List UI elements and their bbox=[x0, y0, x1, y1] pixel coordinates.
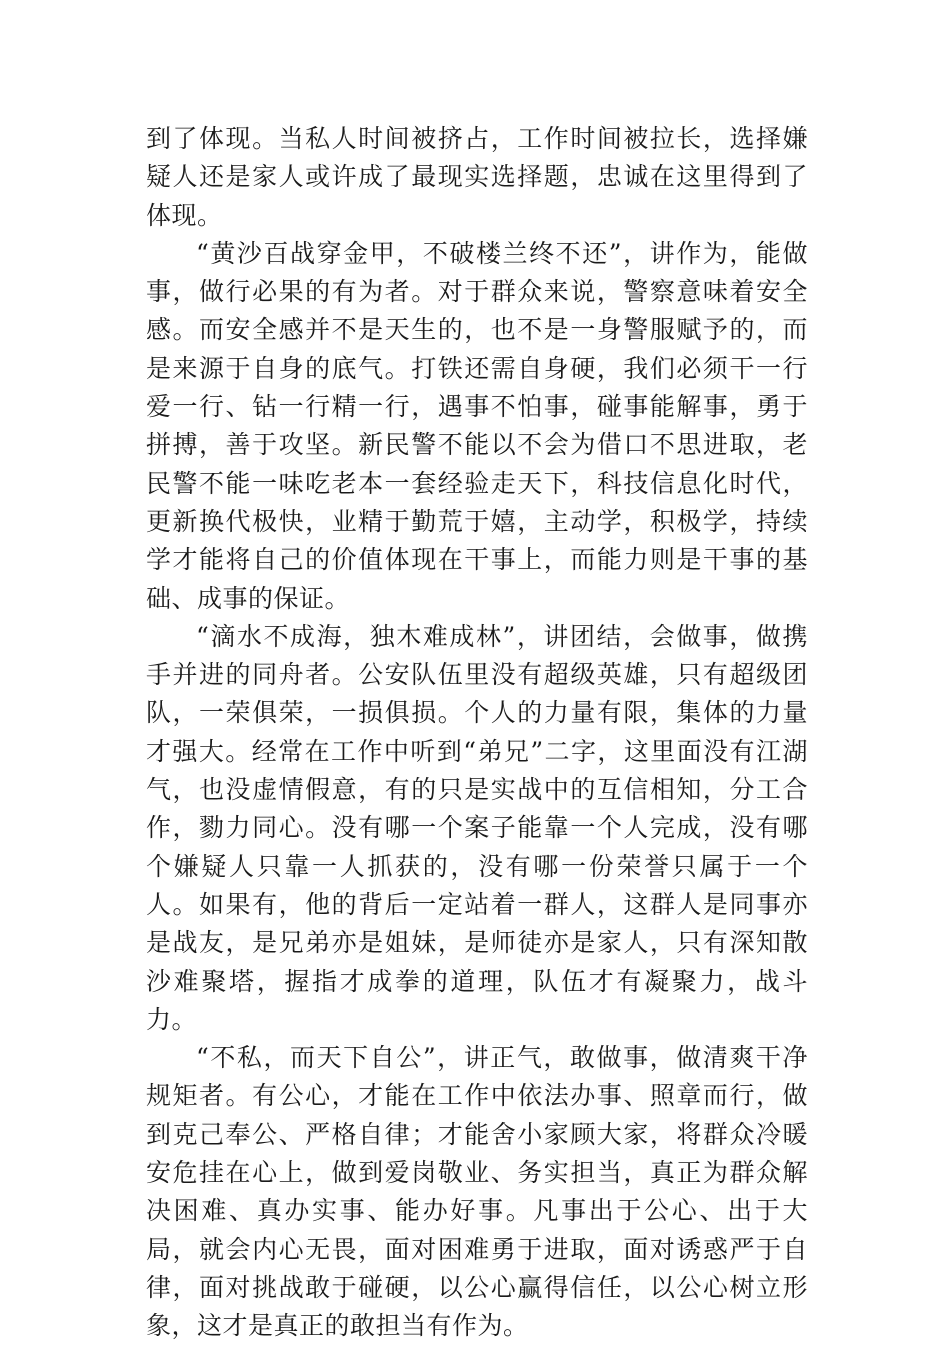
paragraph-continuation: 到了体现。当私人时间被挤占，工作时间被拉长，选择嫌疑人还是家人或许成了最现实选择题，忠诚在这里得到了体现。 bbox=[146, 124, 808, 230]
paragraph-action: “黄沙百战穿金甲，不破楼兰终不还”，讲作为，能做事，做行必果的有为者。对于群众来说，警察意味着安全感。而安全感并不是天生的，也不是一身警服赋予的，而是来源于自身的底气。打铁还需自身硬，我们必须干一行爱一行、钻一行精一行，遇事不怕事，碰事能解事，勇于拼搏，善于攻坚。新民警不能以不会为借口不思进取，老民警不能一味吃老本一套经验走天下，科技信息化时代，更新换代极快，业精于勤荒于嬉，主动学，积极学，持续学才能将自己的价值体现在干事上，而能力则是干事的基础、成事的保证。 bbox=[146, 238, 808, 613]
document-page bbox=[146, 120, 808, 1346]
paragraph-integrity: “不私，而天下自公”，讲正气，敢做事，做清爽干净规矩者。有公心，才能在工作中依法办事、照章而行，做到克己奉公、严格自律；才能舍小家顾大家，将群众冷暖安危挂在心上，做到爱岗敬业、务实担当，真正为群众解决困难、真办实事、能办好事。凡事出于公心、出于大局，就会内心无畏，面对困难勇于进取，面对诱惑严于自律，面对挑战敢于碰硬，以公心赢得信任，以公心树立形象，这才是真正的敢担当有作为。 bbox=[146, 1043, 808, 1341]
paragraph-unity: “滴水不成海，独木难成林”，讲团结，会做事，做携手并进的同舟者。公安队伍里没有超级英雄，只有超级团队，一荣俱荣，一损俱损。个人的力量有限，集体的力量才强大。经常在工作中听到“弟兄”二字，这里面没有江湖气，也没虚情假意，有的只是实战中的互信相知，分工合作，勠力同心。没有哪一个案子能靠一个人完成，没有哪个嫌疑人只靠一人抓获的，没有哪一份荣誉只属于一个人。如果有，他的背后一定站着一群人，这群人是同事亦是战友，是兄弟亦是姐妹，是师徒亦是家人，只有深知散沙难聚塔，握指才成拳的道理，队伍才有凝聚力，战斗力。 bbox=[146, 621, 808, 1034]
